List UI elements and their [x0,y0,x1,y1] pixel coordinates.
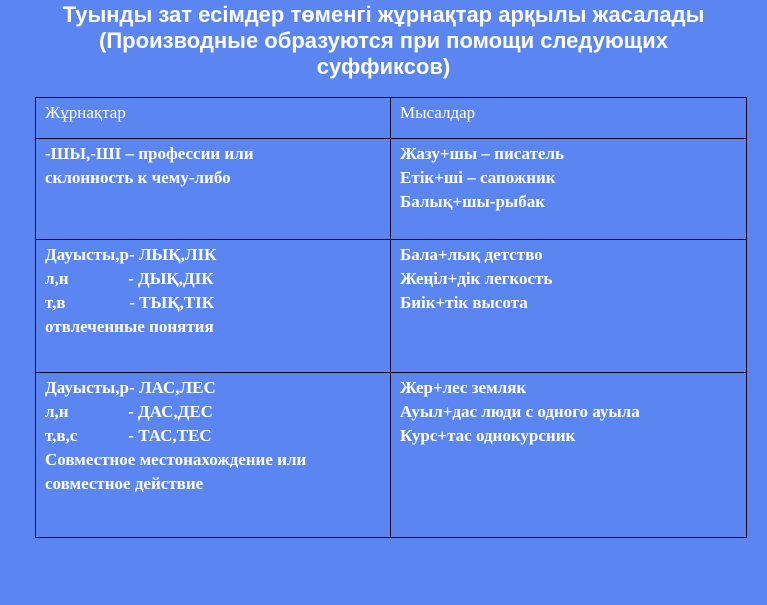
title-line-3: суффиксов) [316,54,451,79]
suffix-line: Совместное местонахождение или [45,450,307,469]
example-cell [391,139,747,240]
table-row [36,240,747,373]
example-line: Жазу+шы – писатель [400,144,564,163]
example-line: Жеңіл+дік легкость [400,269,553,288]
example-cell [391,373,747,538]
suffix-line: совместное действие [45,474,204,493]
suffix-line: т,в,с - ТАС,ТЕС [45,426,212,445]
title-line-1: Туынды зат есімдер төменгі жұрнақтар арқылы жасалады [62,2,705,27]
example-line: Балық+шы-рыбак [400,192,545,211]
suffix-table [35,97,747,538]
suffix-line: отвлеченные понятия [45,317,214,336]
example-line: Курс+тас однокурсник [400,426,576,445]
suffix-cell [36,139,391,240]
example-line: Бала+лық детство [400,245,543,264]
suffix-line: склонность к чему-либо [45,168,231,187]
table-row [36,139,747,240]
suffix-line: Дауысты,р- ЛАС,ЛЕС [45,378,216,397]
header-examples: Мысалдар [391,98,747,139]
suffix-line: л,н - ДАС,ДЕС [45,402,213,421]
table-row [36,373,747,538]
header-suffixes: Жұрнақтар [36,98,391,139]
example-line: Жер+лес земляк [400,378,527,397]
title-line-2: (Производные образуются при помощи следующих [99,28,668,53]
suffix-cell [36,240,391,373]
suffix-cell [36,373,391,538]
suffix-line: -ШЫ,-ШІ – профессии или [45,144,254,163]
example-line: Етік+ші – сапожник [400,168,556,187]
suffix-line: л,н - ДЫҚ,ДІК [45,269,214,288]
suffix-line: Дауысты,р- ЛЫҚ,ЛІК [45,245,217,264]
slide-title [0,2,767,80]
example-cell [391,240,747,373]
example-line: Ауыл+дас люди с одного ауыла [400,402,640,421]
table-header-row [36,98,747,139]
example-line: Биік+тік высота [400,293,528,312]
suffix-line: т,в - ТЫҚ,ТІК [45,293,215,312]
